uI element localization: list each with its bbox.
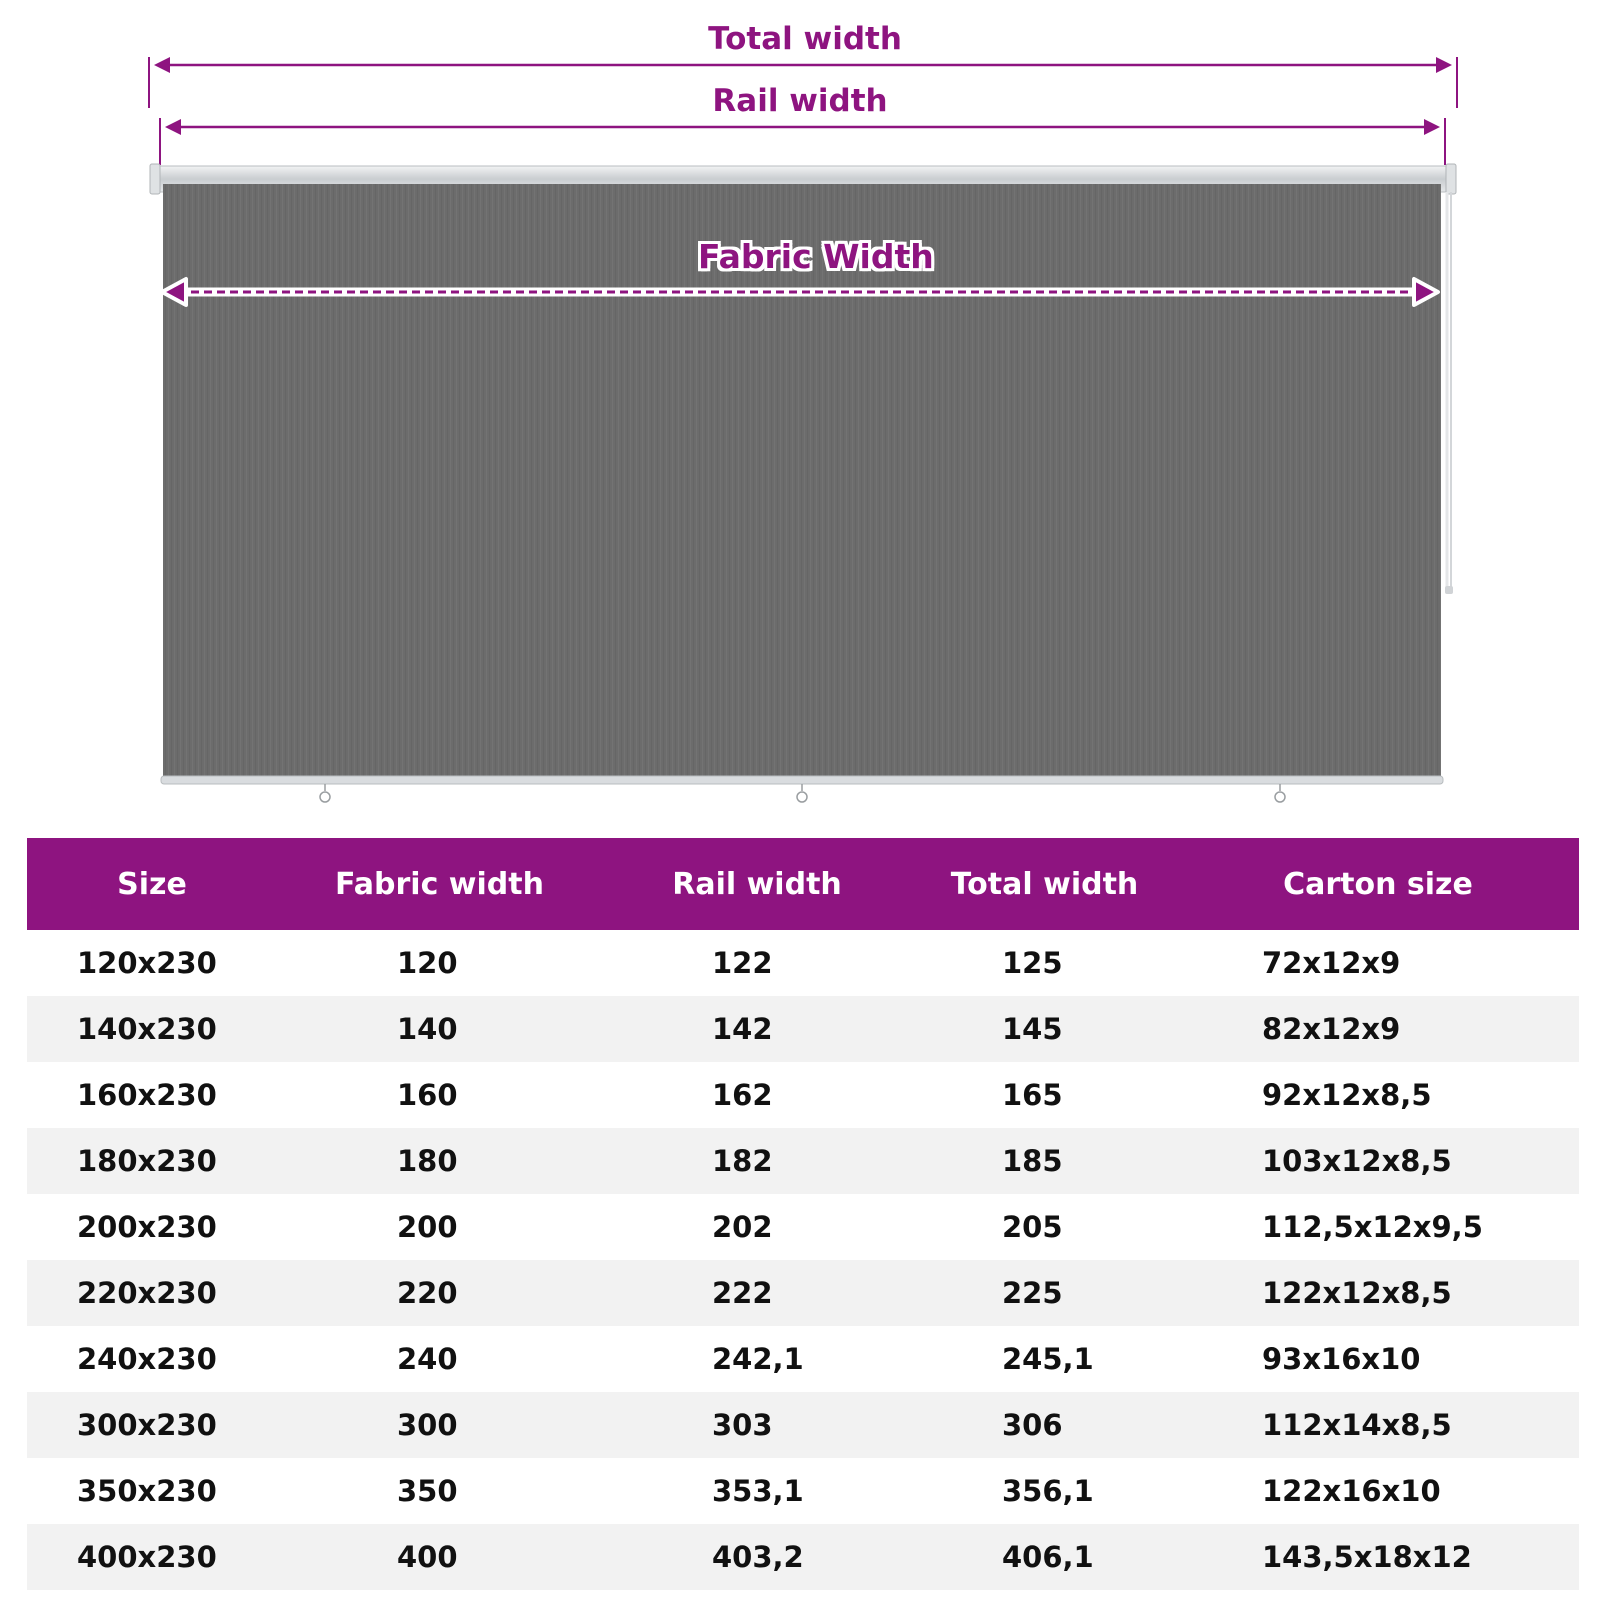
cell-fabric-width: 350 xyxy=(277,1458,602,1524)
cell-total-width: 406,1 xyxy=(912,1524,1177,1590)
size-table xyxy=(27,838,1579,1590)
cell-size: 160x230 xyxy=(27,1062,277,1128)
cell-rail-width: 303 xyxy=(602,1392,912,1458)
total-width-label: Total width xyxy=(708,21,902,57)
cell-total-width: 165 xyxy=(912,1062,1177,1128)
cell-size: 400x230 xyxy=(27,1524,277,1590)
cell-fabric-width: 160 xyxy=(277,1062,602,1128)
cell-size: 220x230 xyxy=(27,1260,277,1326)
cell-fabric-width: 220 xyxy=(277,1260,602,1326)
cell-fabric-width: 140 xyxy=(277,996,602,1062)
cell-total-width: 245,1 xyxy=(912,1326,1177,1392)
rail-width-dimension xyxy=(160,118,1445,165)
cell-rail-width: 142 xyxy=(602,996,912,1062)
cell-size: 120x230 xyxy=(27,930,277,996)
table-row xyxy=(27,930,1579,996)
cell-fabric-width: 240 xyxy=(277,1326,602,1392)
cell-fabric-width: 400 xyxy=(277,1524,602,1590)
size-table-container xyxy=(27,838,1579,1590)
cell-size: 180x230 xyxy=(27,1128,277,1194)
cell-carton-size: 122x16x10 xyxy=(1177,1458,1579,1524)
cell-rail-width: 162 xyxy=(602,1062,912,1128)
cell-carton-size: 112,5x12x9,5 xyxy=(1177,1194,1579,1260)
cell-size: 240x230 xyxy=(27,1326,277,1392)
cell-carton-size: 122x12x8,5 xyxy=(1177,1260,1579,1326)
cell-carton-size: 143,5x18x12 xyxy=(1177,1524,1579,1590)
fabric-width-label: Fabric Width xyxy=(698,237,934,276)
header-rail-width: Rail width xyxy=(602,838,912,930)
cell-size: 350x230 xyxy=(27,1458,277,1524)
cell-size: 300x230 xyxy=(27,1392,277,1458)
table-row xyxy=(27,1062,1579,1128)
cell-total-width: 225 xyxy=(912,1260,1177,1326)
table-row xyxy=(27,1392,1579,1458)
cell-total-width: 185 xyxy=(912,1128,1177,1194)
cell-fabric-width: 300 xyxy=(277,1392,602,1458)
cell-total-width: 145 xyxy=(912,996,1177,1062)
cell-size: 140x230 xyxy=(27,996,277,1062)
table-row xyxy=(27,1458,1579,1524)
cell-rail-width: 122 xyxy=(602,930,912,996)
cell-carton-size: 92x12x8,5 xyxy=(1177,1062,1579,1128)
pull-cord xyxy=(1445,192,1453,594)
table-row xyxy=(27,996,1579,1062)
cell-size: 200x230 xyxy=(27,1194,277,1260)
cell-total-width: 306 xyxy=(912,1392,1177,1458)
bottom-bar xyxy=(161,776,1443,802)
table-row xyxy=(27,1194,1579,1260)
cell-total-width: 125 xyxy=(912,930,1177,996)
header-size: Size xyxy=(27,838,277,930)
cell-rail-width: 222 xyxy=(602,1260,912,1326)
table-row xyxy=(27,1128,1579,1194)
cell-rail-width: 242,1 xyxy=(602,1326,912,1392)
cell-rail-width: 353,1 xyxy=(602,1458,912,1524)
cell-carton-size: 93x16x10 xyxy=(1177,1326,1579,1392)
cell-carton-size: 82x12x9 xyxy=(1177,996,1579,1062)
header-fabric-width: Fabric width xyxy=(277,838,602,930)
cell-rail-width: 403,2 xyxy=(602,1524,912,1590)
table-row xyxy=(27,1524,1579,1590)
cell-total-width: 205 xyxy=(912,1194,1177,1260)
cell-rail-width: 202 xyxy=(602,1194,912,1260)
table-header-row xyxy=(27,838,1579,930)
cell-fabric-width: 180 xyxy=(277,1128,602,1194)
table-row xyxy=(27,1326,1579,1392)
rail-width-label: Rail width xyxy=(712,83,888,119)
cell-carton-size: 72x12x9 xyxy=(1177,930,1579,996)
cell-total-width: 356,1 xyxy=(912,1458,1177,1524)
cell-fabric-width: 200 xyxy=(277,1194,602,1260)
cell-carton-size: 112x14x8,5 xyxy=(1177,1392,1579,1458)
cell-fabric-width: 120 xyxy=(277,930,602,996)
cell-carton-size: 103x12x8,5 xyxy=(1177,1128,1579,1194)
header-total-width: Total width xyxy=(912,838,1177,930)
header-carton-size: Carton size xyxy=(1177,838,1579,930)
table-row xyxy=(27,1260,1579,1326)
cell-rail-width: 182 xyxy=(602,1128,912,1194)
